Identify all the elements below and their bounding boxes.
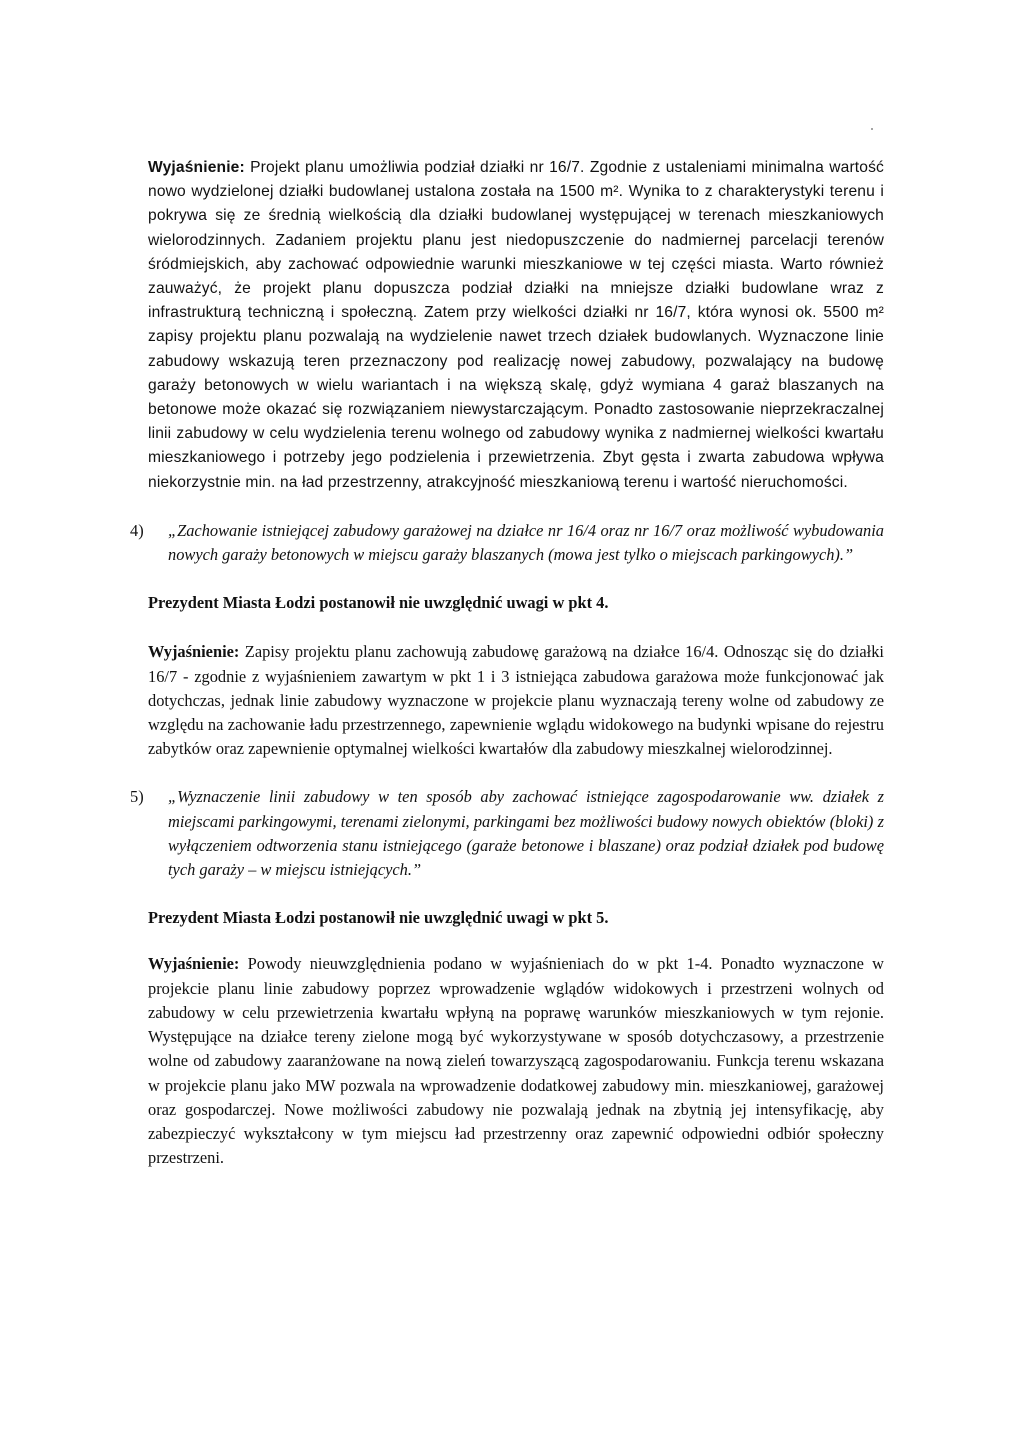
- document-page: [130, 156, 884, 1170]
- explanation-text-3: Powody nieuwzględnienia podano w wyjaśnieniach do w pkt 1-4. Ponadto wyznaczone w projekcie planu linie zabudowy poprzez wprowadzenie wglądów widokowych i przestrzeni wolnych od zabudowy w celu przewietrzenia kwartału wpłyną na poprawę warunków mieszkaniowych w tym rejonie. Występujące na działce tereny zielone mogą być wykorzystywane w sposób dotychczasowy, a przestrzenie wolne od zabudowy zaaranżowane na nową zieleń towarzyszącą zagospodarowaniu. Funkcja terenu wskazana w projekcie planu jako MW pozwala na wprowadzenie dodatkowej zabudowy min. mieszkaniowej, garażowej oraz gospodarczej. Nowe możliwości zabudowy nie pozwalają jednak na zbytnią jej intensyfikację, aby zabezpieczyć wykształcony w tym miejscu ład przestrzenny oraz zapewnić odpowiedni odbiór społeczny przestrzeni.: [148, 954, 884, 1168]
- explanation-text-1: Projekt planu umożliwia podział działki nr 16/7. Zgodnie z ustaleniami minimalna wartość nowo wydzielonej działki budowlanej ustalona została na 1500 m². Wynika to z charakterystyki terenu i pokrywa się ze średnią wielkością dla działki budowlanej występującej w terenach mieszkaniowych wielorodzinnych. Zadaniem projektu planu jest niedopuszczenie do nadmiernej parcelacji terenów śródmiejskich, aby zachować odpowiednie warunki mieszkaniowe w tej części miasta. Warto również zauważyć, że projekt planu dopuszcza podział działki na mniejsze działki budowlane wraz z infrastrukturą techniczną i społeczną. Zatem przy wielkości działki nr 16/7, która wynosi ok. 5500 m² zapisy projektu planu pozwalają na wydzielenie nawet trzech działek budowlanych. Wyznaczone linie zabudowy wskazują teren przeznaczony pod realizację nowej zabudowy, pozwalający na budowę garaży betonowych w wielu wariantach i na większą skalę, gdyż wymiana 4 garaż blaszanych na betonowe może okazać się rozwiązaniem niewystarczającym. Ponadto zastosowanie nieprzekraczalnej linii zabudowy w celu wydzielenia terenu wolnego od zabudowy wynika z nadmiernej wielkości kwartału mieszkaniowego i potrzeby jego podzielenia i przewietrzenia. Zbyt gęsta i zwarta zabudowa wpływa niekorzystnie min. na ład przestrzenny, atrakcyjność mieszkaniową terenu i wartość nieruchomości.: [148, 159, 884, 491]
- explanation-paragraph-3: [148, 952, 884, 1170]
- explanation-label: Wyjaśnienie:: [148, 159, 245, 176]
- explanation-label: Wyjaśnienie:: [148, 642, 240, 662]
- remark-text-4: „Zachowanie istniejącej zabudowy garażowej na działce nr 16/4 oraz nr 16/7 oraz możliwość wybudowania nowych garaży betonowych w miejscu garaży blaszanych (mowa jest tylko o miejscach parkingowych).”: [168, 520, 884, 565]
- explanation-text-2: Zapisy projektu planu zachowują zabudowę garażową na działce 16/4. Odnosząc się do działki 16/7 - zgodnie z wyjaśnieniem zawartym w pkt 1 i 3 istniejąca zabudowa garażowa może funkcjonować jak dotychczas, jednak linie zabudowy wyznaczone w projekcie planu wyznaczają tereny wolne od zabudowy ze względu na zachowanie ładu przestrzennego, zapewnienie wglądu widokowego na budynki wpisane do rejestru zabytków oraz zapewnienie optymalnej wielkości kwartałów dla zabudowy mieszkalnej wielorodzinnej.: [148, 642, 884, 759]
- decision-heading-5: Prezydent Miasta Łodzi postanowił nie uwzględnić uwagi w pkt 5.: [148, 908, 609, 928]
- explanation-paragraph-2: [148, 640, 884, 761]
- remark-text-5: „Wyznaczenie linii zabudowy w ten sposób aby zachować istniejące zagospodarowanie ww. działek z miejscami parkingowymi, terenami zielonymi, parkingami bez możliwości budowy nowych obiektów (bloki) z wyłączeniem odtworzenia stanu istniejącego (garaże betonowe i blaszane) oraz podział działek pod budowę tych garaży – w miejscu istniejących.”: [168, 787, 884, 880]
- remark-number-5: 5): [130, 787, 144, 807]
- remark-item-4: [130, 519, 884, 567]
- remark-item-5: [130, 785, 884, 882]
- explanation-label: Wyjaśnienie:: [148, 954, 240, 974]
- scan-speck: [871, 128, 873, 130]
- decision-heading-4: Prezydent Miasta Łodzi postanowił nie uwzględnić uwagi w pkt 4.: [148, 593, 609, 613]
- explanation-paragraph-1: [148, 156, 884, 495]
- remark-number-4: 4): [130, 520, 144, 540]
